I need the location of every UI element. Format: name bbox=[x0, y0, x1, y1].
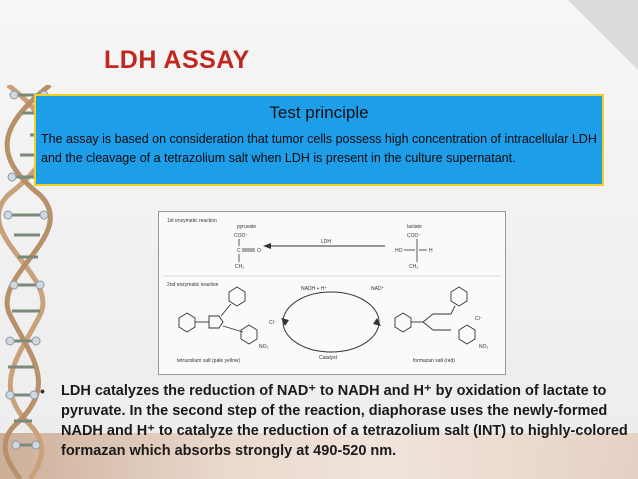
label-no2-left: NO₂ bbox=[259, 344, 269, 350]
label-first-reaction: 1st enzymatic reaction bbox=[167, 218, 217, 224]
reaction-diagram bbox=[158, 211, 506, 375]
label-nadh: NADH + H⁺ bbox=[301, 286, 328, 292]
label-tetrazolium: tetrazolium salt (pale yellow) bbox=[177, 358, 241, 364]
label-ch3-left: CH₃ bbox=[235, 264, 245, 270]
label-coo-left: COO⁻ bbox=[234, 233, 249, 239]
label-ch3-right: CH₃ bbox=[409, 264, 419, 270]
label-second-reaction: 2nd enzymatic reaction bbox=[167, 282, 219, 288]
slide-title: LDH ASSAY bbox=[104, 46, 250, 74]
label-c: C bbox=[237, 248, 241, 254]
bullet-text: LDH catalyzes the reduction of NAD⁺ to NADH and H⁺ by oxidation of lactate to pyruvate. In the second step of the reaction, diaphorase uses the newly-formed NADH and H⁺ to catalyze the reduction of a tetrazolium salt (INT) to highly-colored formazan which absorbs strongly at 490-520 nm. bbox=[61, 383, 628, 459]
principle-box bbox=[34, 94, 604, 186]
label-nad: NAD⁺ bbox=[371, 286, 385, 292]
label-lactate: lactate bbox=[407, 224, 422, 230]
label-catalyst: Catalyst bbox=[319, 355, 338, 361]
label-cl-right: Cl⁻ bbox=[475, 316, 483, 322]
label-formazan: formazan salt (red) bbox=[413, 358, 455, 364]
bullet-marker: • bbox=[40, 383, 45, 399]
corner-decoration bbox=[568, 0, 638, 70]
label-cl-left: Cl⁻ bbox=[269, 320, 277, 326]
principle-heading: Test principle bbox=[269, 103, 369, 122]
principle-text: The assay is based on consideration that tumor cells possess high concentration of intracellular LDH and the cleavage of a tetrazolium salt when LDH is present in the culture supernatant. bbox=[41, 132, 597, 165]
label-h: H bbox=[429, 248, 433, 254]
label-no2-right: NO₂ bbox=[479, 344, 489, 350]
label-coo-right: COO⁻ bbox=[407, 233, 422, 239]
label-ho: HO bbox=[395, 248, 403, 254]
label-pyruvate: pyruvate bbox=[237, 224, 257, 230]
label-o: O bbox=[257, 248, 261, 254]
label-ldh: LDH bbox=[321, 239, 332, 245]
